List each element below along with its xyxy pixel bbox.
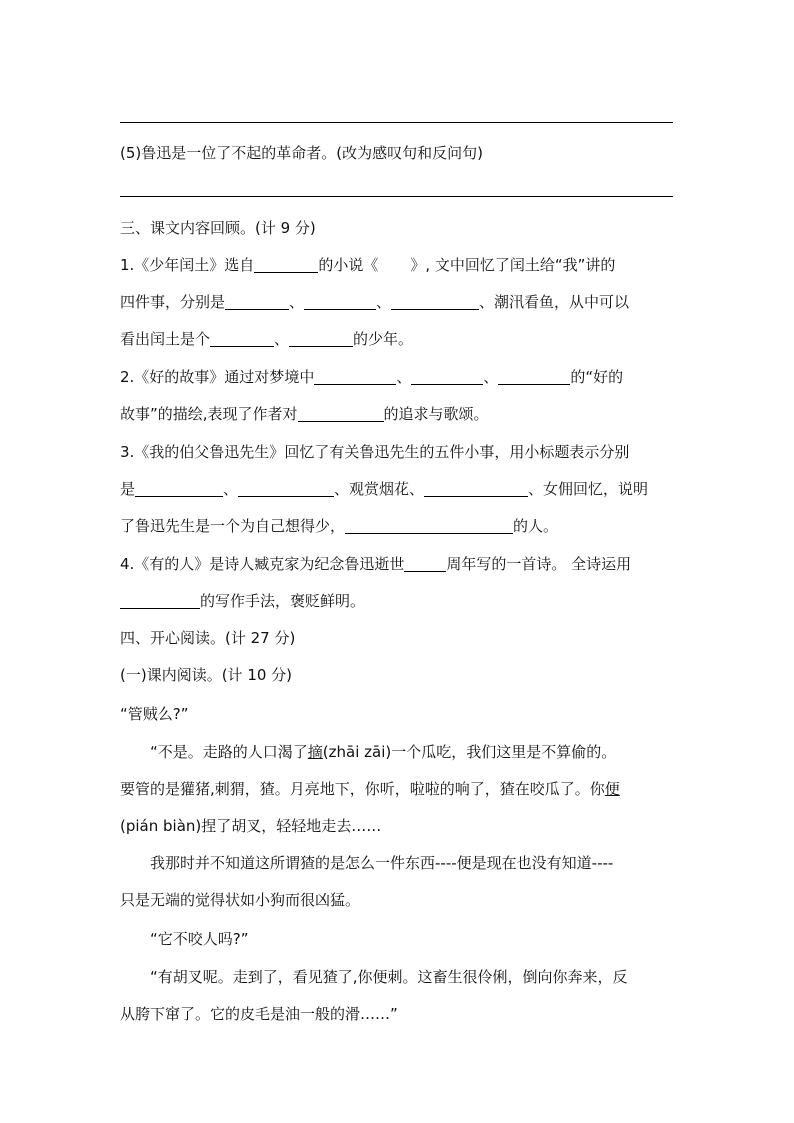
subsection-heading: (一)课内阅读。(计 10 分) <box>120 666 293 684</box>
answer-blank[interactable] <box>135 480 223 497</box>
section-4-heading: 四、开心阅读。(计 27 分) <box>120 629 296 647</box>
question-2-line-2: 故事”的描绘,表现了作者对 的追求与歌颂。 <box>120 405 489 423</box>
answer-blank[interactable] <box>225 293 289 310</box>
question-1-line-1: 1.《少年闰土》选自 的小说《 》, 文中回忆了闰土给“我”讲的 <box>120 256 616 274</box>
answer-blank[interactable] <box>304 293 376 310</box>
reading-paragraph: 只是无端的觉得状如小狗而很凶猛。 <box>120 891 361 909</box>
answer-blank[interactable] <box>498 368 570 385</box>
section-3-heading: 三、课文内容回顾。(计 9 分) <box>120 219 316 237</box>
answer-blank[interactable] <box>238 480 334 497</box>
question-1-line-3: 看出闰土是个 、 的少年。 <box>120 330 414 348</box>
reading-paragraph: “有胡叉呢。走到了，看见猹了,你便刺。这畜生很伶俐，倒向你奔来，反 <box>150 968 628 986</box>
reading-paragraph: 从胯下窜了。它的皮毛是油一般的滑……” <box>120 1005 398 1023</box>
answer-blank[interactable] <box>345 517 513 534</box>
answer-blank[interactable] <box>314 368 396 385</box>
question-5: (5)鲁迅是一位了不起的革命者。(改为感叹句和反问句) <box>120 144 483 162</box>
question-4-line-1: 4.《有的人》是诗人臧克家为纪念鲁迅逝世 周年写的一首诗。 全诗运用 <box>120 555 632 573</box>
answer-blank[interactable] <box>411 368 483 385</box>
question-1-line-2: 四件事，分别是 、 、 、潮汛看鱼，从中可以 <box>120 293 630 311</box>
question-2-line-1: 2.《好的故事》通过对梦境中 、 、 的“好的 <box>120 368 624 386</box>
reading-paragraph: 要管的是獾猪,刺猬，猹。月亮地下，你听，啦啦的响了，猹在咬瓜了。你便 <box>120 780 620 798</box>
reading-paragraph: 我那时并不知道这所谓猹的是怎么一件东西----便是现在也没有知道---- <box>150 854 614 872</box>
question-4-line-2: 的写作手法，褒贬鲜明。 <box>120 591 680 611</box>
reading-paragraph: “管贼么?” <box>120 705 189 723</box>
reading-paragraph: (pián biàn)捏了胡叉，轻轻地走去…… <box>120 817 382 835</box>
question-3-line-1: 3.《我的伯父鲁迅先生》回忆了有关鲁迅先生的五件小事，用小标题表示分别 <box>120 443 630 461</box>
answer-blank[interactable] <box>298 405 384 422</box>
answer-line <box>120 196 673 197</box>
reading-paragraph: “不是。走路的人口渴了摘(zhāi zāi)一个瓜吃，我们这里是不算偷的。 <box>150 743 617 761</box>
question-3-line-3: 了鲁迅先生是一个为自己想得少， 的人。 <box>120 517 559 535</box>
answer-blank[interactable] <box>120 592 200 609</box>
answer-line <box>120 122 673 123</box>
answer-blank[interactable] <box>210 330 274 347</box>
question-3-line-2: 是 、 、观赏烟花、 、女佣回忆，说明 <box>120 480 649 498</box>
answer-blank[interactable] <box>254 256 318 273</box>
reading-paragraph: “它不咬人吗?” <box>150 930 249 948</box>
answer-blank[interactable] <box>289 330 353 347</box>
answer-blank[interactable] <box>404 555 446 572</box>
answer-blank[interactable] <box>424 480 528 497</box>
answer-blank[interactable] <box>391 293 479 310</box>
